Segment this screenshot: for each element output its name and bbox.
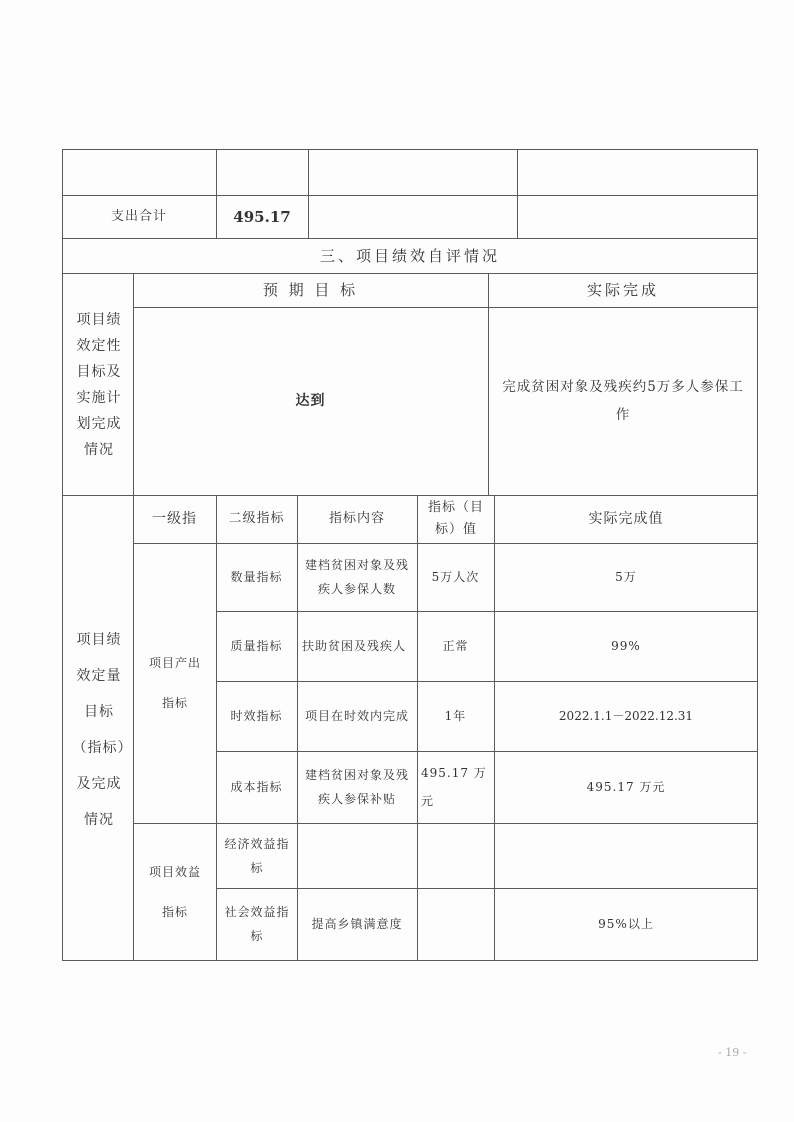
row-economic-level2: 经济效益指标 xyxy=(224,836,290,875)
row-social-actual: 95%以上 xyxy=(598,917,654,931)
header-actual: 实际完成值 xyxy=(588,511,664,527)
row-cost-level2: 成本指标 xyxy=(230,780,283,794)
row-quantity-actual: 5万 xyxy=(615,570,637,584)
expected-target-header: 预 期 目 标 xyxy=(262,281,359,299)
row-timeliness-level2: 时效指标 xyxy=(230,709,283,723)
row-quantity-level2: 数量指标 xyxy=(230,570,283,584)
qualitative-row-label: 项目绩效定性目标及实施计划完成情况 xyxy=(76,312,122,458)
row-cost-actual: 495.17 万元 xyxy=(586,780,666,794)
total-label: 支出合计 xyxy=(110,208,167,224)
row-quantity-target: 5万人次 xyxy=(431,570,480,584)
header-target: 指标（目标）值 xyxy=(427,500,484,537)
expected-target-value: 达到 xyxy=(295,393,326,409)
section-title: 三、项目绩效自评情况 xyxy=(319,246,500,265)
header-content: 指标内容 xyxy=(328,511,385,526)
actual-completion-header: 实际完成 xyxy=(586,281,659,299)
page-number: - 19 - xyxy=(718,1046,747,1059)
actual-completion-value: 完成贫困对象及残疾约5万多人参保工作 xyxy=(502,379,744,423)
row-quality-target: 正常 xyxy=(442,639,469,653)
row-social-level2: 社会效益指标 xyxy=(224,905,290,943)
row-timeliness-content: 项目在时效内完成 xyxy=(304,709,409,723)
quantitative-row-label: 项目绩效定量目标（指标）及完成情况 xyxy=(72,632,126,828)
row-quality-content: 扶助贫困及残疾人 xyxy=(302,639,407,653)
row-quantity-content: 建档贫困对象及残疾人参保人数 xyxy=(304,558,409,596)
row-quality-actual: 99% xyxy=(611,639,641,653)
total-value: 495.17 xyxy=(233,207,291,226)
header-level1: 一级指 xyxy=(152,511,197,527)
row-cost-target: 495.17 万元 xyxy=(421,766,487,808)
row-quality-level2: 质量指标 xyxy=(230,639,283,653)
group-benefit-label: 项目效益指标 xyxy=(148,864,201,919)
row-social-content: 提高乡镇满意度 xyxy=(311,917,403,931)
group-output-label: 项目产出指标 xyxy=(148,656,201,710)
row-cost-content: 建档贫困对象及残疾人参保补贴 xyxy=(304,768,409,806)
row-timeliness-target: 1年 xyxy=(444,709,467,723)
row-timeliness-actual: 2022.1.1－2022.12.31 xyxy=(558,709,694,723)
header-level2: 二级指标 xyxy=(228,511,285,526)
